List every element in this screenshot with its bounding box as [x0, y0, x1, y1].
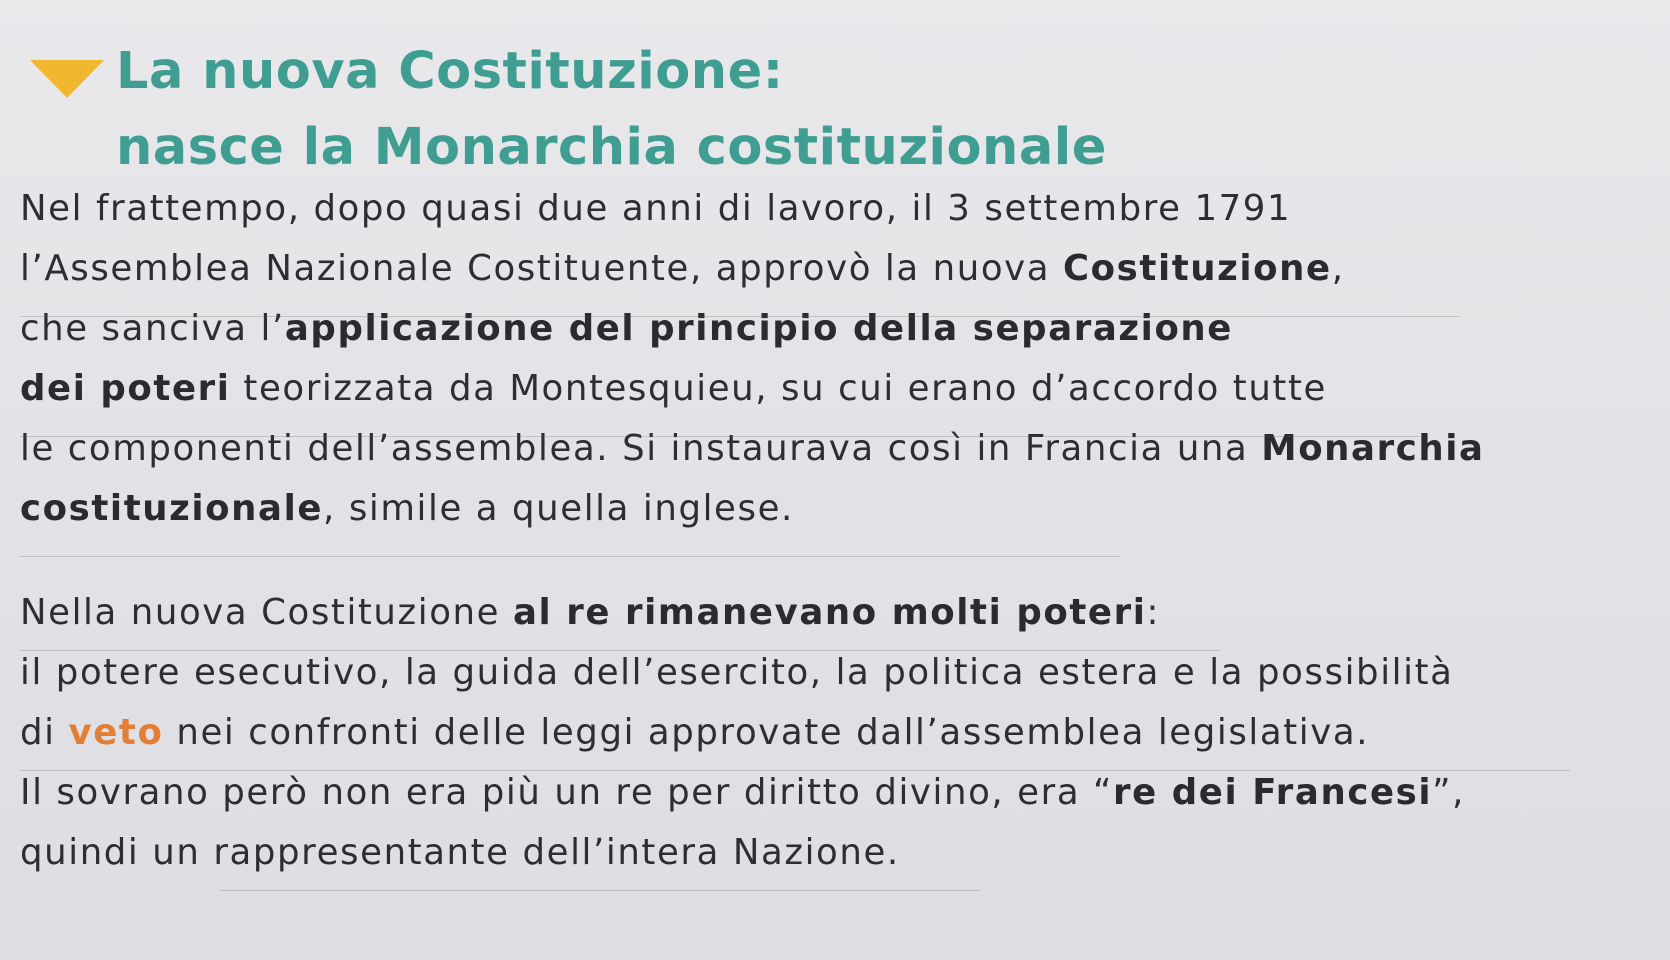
bold-term: dei poteri	[20, 368, 231, 409]
bold-term: Costituzione	[1063, 248, 1332, 289]
pencil-mark	[20, 316, 1460, 317]
triangle-marker-icon	[30, 60, 104, 98]
paragraph-line: Nella nuova Costituzione al re rimanevano molti poteri:	[20, 592, 1161, 633]
section-title-line-2: nasce la Monarchia costituzionale	[116, 118, 1107, 177]
paragraph-line: Il sovrano però non era più un re per diritto divino, era “re dei Francesi”,	[20, 772, 1466, 813]
bold-term: applicazione del principio della separazione	[284, 308, 1233, 349]
paragraph-line: il potere esecutivo, la guida dell’esercito, la politica estera e la possibilità	[20, 652, 1454, 693]
pencil-mark	[20, 556, 1120, 557]
bold-term: al re rimanevano molti poteri	[512, 592, 1147, 633]
paragraph-line: le componenti dell’assemblea. Si instaurava così in Francia una Monarchia	[20, 428, 1485, 469]
section-title-line-1: La nuova Costituzione:	[116, 42, 784, 101]
highlight-term: veto	[68, 712, 164, 753]
paragraph-line: Nel frattempo, dopo quasi due anni di lavoro, il 3 settembre 1791	[20, 188, 1292, 229]
bold-term: re dei Francesi	[1113, 772, 1433, 813]
paragraph-line: che sanciva l’applicazione del principio della separazione	[20, 308, 1233, 349]
pencil-mark	[20, 650, 1220, 651]
bold-term: costituzionale	[20, 488, 324, 529]
paragraph-line: di veto nei confronti delle leggi approvate dall’assemblea legislativa.	[20, 712, 1370, 753]
bold-term: Monarchia	[1261, 428, 1485, 469]
paragraph-line: dei poteri teorizzata da Montesquieu, su cui erano d’accordo tutte	[20, 368, 1327, 409]
pencil-mark	[20, 770, 1570, 771]
paragraph-line: l’Assemblea Nazionale Costituente, approvò la nuova Costituzione,	[20, 248, 1345, 289]
paragraph-line: costituzionale, simile a quella inglese.	[20, 488, 794, 529]
pencil-mark	[20, 436, 1420, 437]
pencil-mark	[220, 890, 980, 891]
paragraph-line: quindi un rappresentante dell’intera Nazione.	[20, 832, 900, 873]
